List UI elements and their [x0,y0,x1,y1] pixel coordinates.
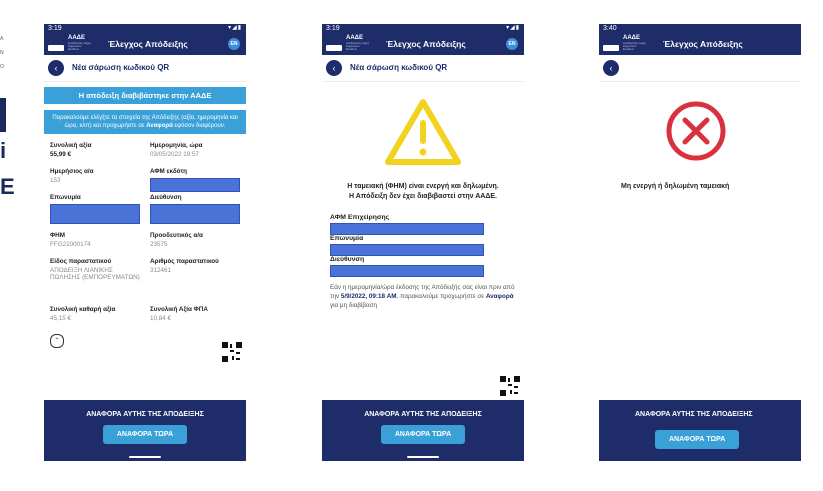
note-text: Εάν η ημερομηνία/ώρα έκδοσης της Απόδειξής σας είναι πριν από την [330,284,515,300]
field-label: Προοδευτικός α/α [150,232,203,239]
field-doc-number [150,258,219,274]
aade-logo [48,35,92,53]
field-label: Συνολική αξία [50,142,92,149]
note-text: , παρακαλούμε προχωρήστε σε [396,293,486,300]
edge-text: Ν [0,50,4,56]
report-title: ΑΝΑΦΟΡΑ ΑΥΤΗΣ ΤΗΣ ΑΠΟΔΕΙΞΗΣ [635,411,753,418]
home-indicator [407,456,439,458]
name-label: Επωνυμία [330,235,364,242]
new-scan-link[interactable]: Νέα σάρωση κωδικού QR [72,63,170,72]
field-label: Ημερομηνία, ώρα [150,142,203,149]
redacted-block [150,178,240,192]
app-title: Έλεγχος Απόδειξης [386,39,466,49]
report-now-button[interactable]: ΑΝΑΦΟΡΑ ΤΩΡΑ [381,425,465,444]
home-indicator [129,456,161,458]
field-label: Αριθμός παραστατικού [150,258,219,265]
status-bar [599,24,801,33]
note-report-word: Αναφορά [485,293,514,300]
edge-letter: i [0,138,7,163]
report-title: ΑΝΑΦΟΡΑ ΑΥΤΗΣ ΤΗΣ ΑΠΟΔΕΙΞΗΣ [86,411,204,418]
back-arrow-icon[interactable]: ‹ [48,60,64,76]
warning-icon [384,98,462,166]
back-arrow-icon[interactable]: ‹ [326,60,342,76]
report-footer [44,400,246,461]
edge-text: Α [0,36,4,42]
logo-mark-icon [326,45,342,51]
app-bar [599,33,801,55]
field-value: 45,15 € [50,315,72,322]
back-arrow-icon[interactable]: ‹ [603,60,619,76]
field-value: 153 [50,177,61,184]
collapse-chevron-icon[interactable]: ⌃ [50,334,64,348]
field-label: Συνολική Αξία ΦΠΑ [150,306,208,313]
aade-logo [603,35,647,53]
status-message [322,182,524,202]
field-value: 55,99 € [50,151,72,158]
status-time: 3:40 [603,25,617,32]
report-footer [599,400,801,461]
status-line-1: Η ταμειακή (ΦΗΜ) είναι ενεργή και δηλωμένη. [347,183,499,190]
logo-text: ΑΑΔΕ [346,35,363,41]
status-bar [44,24,246,33]
field-progressive [150,232,203,248]
date-note [330,283,520,310]
edge-bar [0,98,6,132]
field-total [50,142,91,158]
field-value: FFG21000174 [50,241,91,248]
field-label: Είδος παραστατικού [50,258,112,265]
phone-screen-not-transmitted [322,24,524,461]
field-net [50,306,115,322]
info-text-end: εφόσον διαφέρουν. [172,123,226,129]
status-time: 3:19 [326,25,340,32]
report-title: ΑΝΑΦΟΡΑ ΑΥΤΗΣ ΤΗΣ ΑΠΟΔΕΙΞΗΣ [364,411,482,418]
logo-text: ΑΑΔΕ [68,35,85,41]
language-button[interactable]: EN [506,38,518,50]
app-bar [322,33,524,55]
logo-mark-icon [603,45,619,51]
redacted-block [330,265,484,277]
logo-mark-icon [48,45,64,51]
status-message: Μη ενεργή ή δηλωμένη ταμειακή [621,183,730,190]
field-value: 03/05/2022 19:57 [150,151,200,158]
redacted-block [50,204,140,224]
address-label: Διεύθυνση [330,256,365,263]
logo-subtitle: Ανεξάρτητη Αρχή Δημοσίων Εσόδων [346,41,369,51]
field-address [150,194,182,201]
info-report-word: Αναφορά [146,123,173,129]
info-box [44,110,246,134]
status-icons: ▾◢▮ [506,25,520,31]
left-edge-crop [0,0,14,491]
field-doc-type [50,258,140,281]
error-icon [665,100,727,162]
qr-code-icon [222,342,242,362]
status-icons: ▾◢▮ [228,25,242,31]
nav-row [599,55,801,82]
field-value: 23575 [150,241,168,248]
nav-row [44,55,246,82]
field-label: ΦΗΜ [50,232,65,239]
field-label: Ημερήσιος α/α [50,168,94,175]
report-now-button[interactable]: ΑΝΑΦΟΡΑ ΤΩΡΑ [655,430,739,449]
logo-subtitle: Ανεξάρτητη Αρχή Δημοσίων Εσόδων [68,41,91,51]
note-date: 5/9/2022, 09:18 AM [340,293,397,300]
edge-letter: E [0,174,15,199]
report-footer [322,400,524,461]
nav-row [322,55,524,82]
report-now-button[interactable]: ΑΝΑΦΟΡΑ ΤΩΡΑ [103,425,187,444]
qr-code-icon [500,376,520,396]
field-date [150,142,203,158]
aade-logo [326,35,370,53]
field-label: Επωνυμία [50,194,81,201]
field-label: ΑΦΜ εκδότη [150,168,187,175]
app-title: Έλεγχος Απόδειξης [663,39,743,49]
field-name [50,194,81,201]
field-label: Διεύθυνση [150,194,182,201]
redacted-block [150,204,240,224]
new-scan-link[interactable]: Νέα σάρωση κωδικού QR [350,63,448,72]
app-bar [44,33,246,55]
redacted-block [330,244,484,256]
field-afm [150,168,187,175]
status-time: 3:19 [48,25,62,32]
field-value: ΑΠΟΔΕΙΞΗ ΛΙΑΝΙΚΗΣ ΠΩΛΗΣΗΣ (ΕΜΠΟΡΕΥΜΑΤΩΝ) [50,267,140,281]
note-text: για μη διαβίβαση [330,302,378,309]
field-label: Συνολική καθαρή αξία [50,306,116,313]
logo-text: ΑΑΔΕ [623,35,640,41]
app-title: Έλεγχος Απόδειξης [108,39,188,49]
field-value: 10,84 € [150,315,172,322]
field-value: 312461 [150,267,172,274]
info-text: Παρακαλούμε ελέγξτε τα στοιχεία της Απόδειξης (αξία, ημερομηνία και ώρα, κλπ) και προχωρήστε σε [52,115,238,129]
field-vat [150,306,208,322]
phone-screen-transmitted [44,24,246,461]
status-line-2: Η Απόδειξη δεν έχει διαβιβαστεί στην ΑΑΔΕ. [348,193,498,200]
language-button[interactable]: EN [228,38,240,50]
field-fim [50,232,91,248]
status-bar [322,24,524,33]
phone-screen-inactive [599,24,801,461]
field-daily-number [50,168,94,184]
afm-label: ΑΦΜ Επιχείρησης [330,214,390,221]
redacted-block [330,223,484,235]
status-banner: Η απόδειξη διαβιβάστηκε στην ΑΑΔΕ [44,87,246,104]
edge-text: Ο [0,64,4,70]
logo-subtitle: Ανεξάρτητη Αρχή Δημοσίων Εσόδων [623,41,646,51]
